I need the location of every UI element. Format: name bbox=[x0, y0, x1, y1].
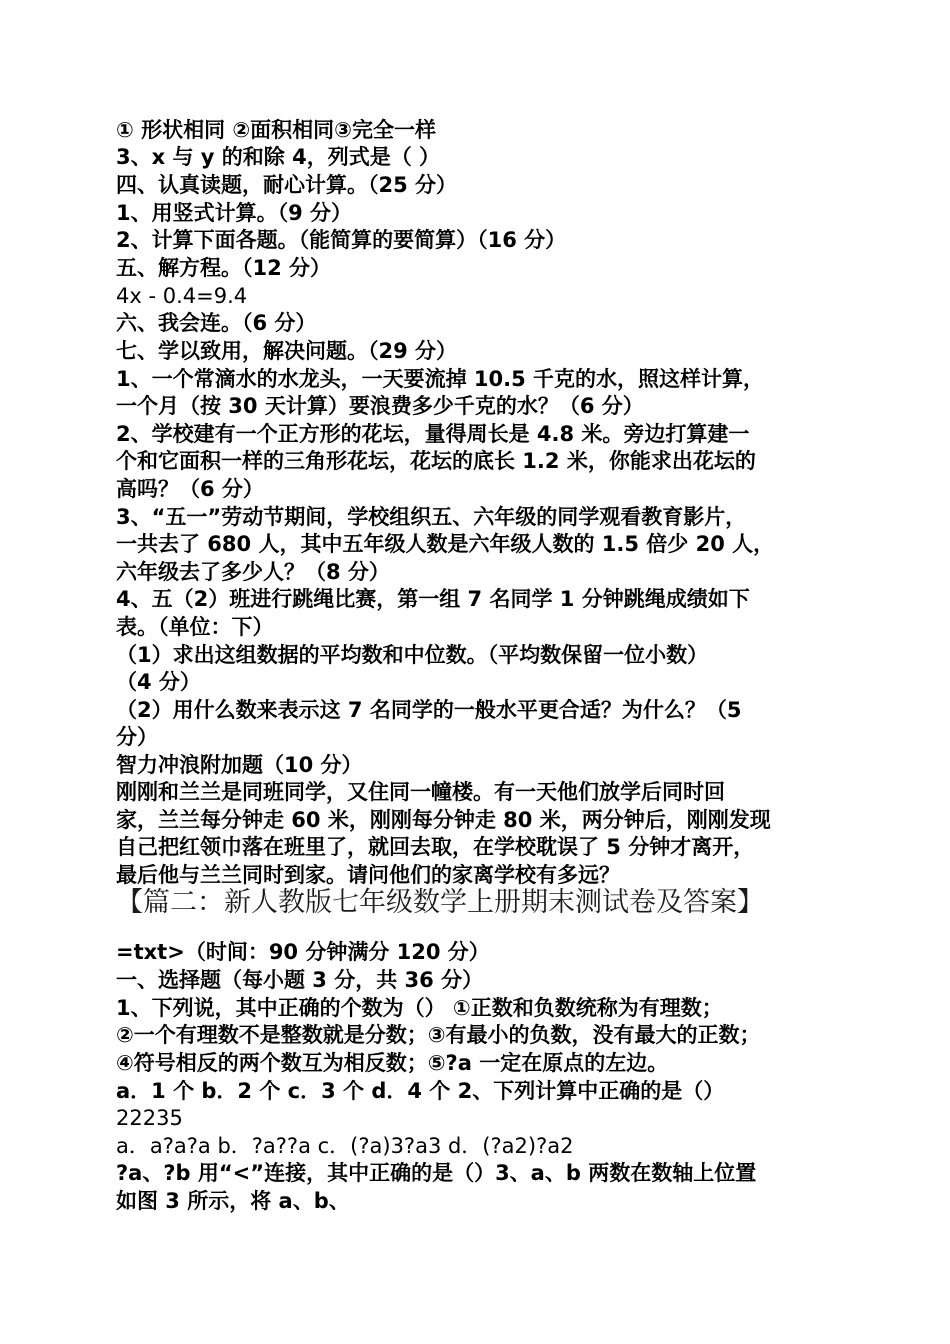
text-line: 自己把红领巾落在班里了，就回去取，在学校耽误了 5 分钟才离开， bbox=[116, 835, 755, 859]
text-line: （1）求出这组数据的平均数和中位数。（平均数保留一位小数） bbox=[116, 643, 709, 667]
text-line: ?a、?b 用“<”连接，其中正确的是（）3、a、b 两数在数轴上位置 bbox=[116, 1161, 757, 1185]
section-title: 七、学以致用，解决问题。（29 分） bbox=[116, 339, 458, 363]
section-title: 六、我会连。（6 分） bbox=[116, 311, 317, 335]
text-line: 个和它面积一样的三角形花坛，花坛的底长 1.2 米，你能求出花坛的 bbox=[116, 449, 756, 473]
text-line: 六年级去了多少人？（8 分） bbox=[116, 560, 390, 584]
section-title: 智力冲浪附加题（10 分） bbox=[116, 753, 363, 777]
text-line: ④符号相反的两个数互为相反数；⑤?a 一定在原点的左边。 bbox=[116, 1051, 669, 1075]
section-title: 五、解方程。（12 分） bbox=[116, 256, 332, 280]
text-line: 3、x 与 y 的和除 4，列式是（ ） bbox=[116, 145, 441, 169]
text-line: ②一个有理数不是整数就是分数；③有最小的负数，没有最大的正数； bbox=[116, 1023, 761, 1047]
text-line: 2、学校建有一个正方形的花坛，量得周长是 4.8 米。旁边打算建一 bbox=[116, 422, 750, 446]
text-line: 1、下列说，其中正确的个数为（） ①正数和负数统称为有理数； bbox=[116, 996, 723, 1020]
section-title: 一、选择题（每小题 3 分，共 36 分） bbox=[116, 968, 484, 992]
text-line: 最后他与兰兰同时到家。请问他们的家离学校有多远？ bbox=[116, 863, 620, 887]
text-line: ① 形状相同 ②面积相同③完全一样 bbox=[116, 118, 436, 142]
text-line: a．a?a?a b．?a??a c．(?a)3?a3 d．(?a2)?a2 bbox=[116, 1134, 574, 1158]
text-line: 4、五（2）班进行跳绳比赛，第一组 7 名同学 1 分钟跳绳成绩如下 bbox=[116, 587, 750, 611]
text-line: 分） bbox=[116, 725, 158, 749]
text-line: a．1 个 b．2 个 c．3 个 d．4 个 2、下列计算中正确的是（） bbox=[116, 1079, 725, 1103]
text-line: 高吗？（6 分） bbox=[116, 477, 264, 501]
text-line: 家，兰兰每分钟走 60 米，刚刚每分钟走 80 米，两分钟后，刚刚发现 bbox=[116, 808, 771, 832]
chapter-heading: 【篇二：新人教版七年级数学上册期末测试卷及答案】 bbox=[116, 887, 764, 918]
text-line: 如图 3 所示，将 a、b、 bbox=[116, 1189, 350, 1213]
text-line: 一共去了 680 人，其中五年级人数是六年级人数的 1.5 倍少 20 人， bbox=[116, 532, 775, 556]
text-line: 3、“五一”劳动节期间，学校组织五、六年级的同学观看教育影片， bbox=[116, 505, 747, 529]
equation-line: 4x - 0.4=9.4 bbox=[116, 284, 248, 308]
text-line: 2、计算下面各题。（能简算的要简算）（16 分） bbox=[116, 228, 567, 252]
text-line: 1、一个常滴水的水龙头，一天要流掉 10.5 千克的水，照这样计算， bbox=[116, 367, 765, 391]
text-line: 刚刚和兰兰是同班同学，又住同一幢楼。有一天他们放学后同时回 bbox=[116, 780, 725, 804]
text-line: （2）用什么数来表示这 7 名同学的一般水平更合适？为什么？（5 bbox=[116, 698, 742, 722]
section-title: 四、认真读题，耐心计算。（25 分） bbox=[116, 173, 458, 197]
text-line: （4 分） bbox=[116, 670, 201, 694]
text-line: 表。（单位：下） bbox=[116, 615, 274, 639]
text-line: =txt>（时间：90 分钟满分 120 分） bbox=[116, 940, 490, 964]
text-line: 1、用竖式计算。（9 分） bbox=[116, 201, 353, 225]
text-line: 22235 bbox=[116, 1106, 183, 1130]
text-line: 一个月（按 30 天计算）要浪费多少千克的水？（6 分） bbox=[116, 394, 644, 418]
